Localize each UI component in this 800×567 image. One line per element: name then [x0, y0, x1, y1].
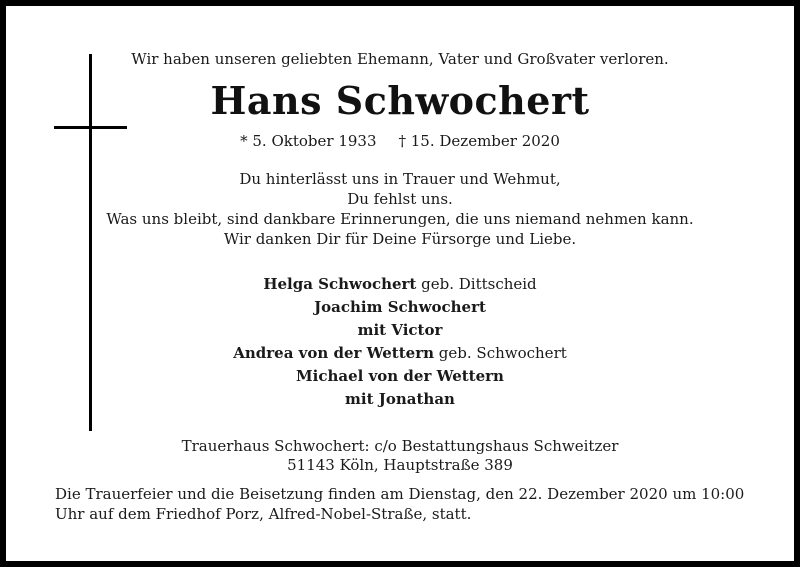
mourning-address — [0, 437, 800, 475]
address-line-1: Trauerhaus Schwochert: c/o Bestattungshaus Schweitzer — [181, 437, 619, 455]
poem-line: Du fehlst uns. — [347, 190, 453, 208]
family-member-suffix: geb. Dittscheid — [416, 275, 537, 293]
family-member — [0, 296, 800, 319]
family-member-name: mit Jonathan — [345, 390, 455, 408]
family-member — [0, 273, 800, 296]
poem — [0, 169, 800, 249]
family-member — [0, 365, 800, 388]
family-member-name: Michael von der Wettern — [296, 367, 504, 385]
intro-text: Wir haben unseren geliebten Ehemann, Vater und Großvater verloren. — [131, 50, 669, 68]
life-dates — [0, 132, 800, 150]
poem-line: Wir danken Dir für Deine Fürsorge und Liebe. — [223, 230, 577, 248]
cross-horizontal-bar — [54, 126, 127, 129]
death-date: † 15. Dezember 2020 — [398, 132, 560, 150]
poem-line: Du hinterlässt uns in Trauer und Wehmut, — [239, 170, 561, 188]
poem-line: Was uns bleibt, sind dankbare Erinnerungen, die uns niemand nehmen kann. — [106, 210, 694, 228]
service-notice: Die Trauerfeier und die Beisetzung finden am Dienstag, den 22. Dezember 2020 um 10:00 Uhr auf dem Friedhof Porz, Alfred-Nobel-Straße, statt. — [55, 485, 745, 523]
family-member-name: mit Victor — [357, 321, 443, 339]
address-line-2: 51143 Köln, Hauptstraße 389 — [287, 456, 513, 474]
family-member — [0, 319, 800, 342]
deceased-name: Hans Schwochert — [210, 78, 590, 123]
family-member — [0, 342, 800, 365]
family-member-name: Andrea von der Wettern — [233, 344, 435, 362]
birth-date: * 5. Oktober 1933 — [240, 132, 377, 150]
family-list — [0, 273, 800, 411]
family-member — [0, 388, 800, 411]
family-member-name: Helga Schwochert — [263, 275, 417, 293]
family-member-name: Joachim Schwochert — [314, 298, 486, 316]
family-member-suffix: geb. Schwochert — [434, 344, 567, 362]
